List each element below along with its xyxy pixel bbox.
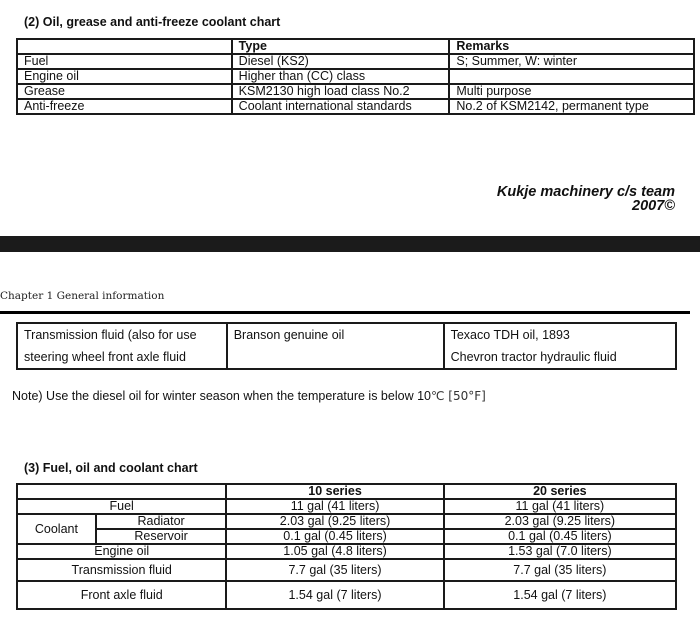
table-row xyxy=(17,581,676,609)
table-row xyxy=(17,544,676,559)
header-item xyxy=(17,484,226,499)
cell-20-series: 2.03 gal (9.25 liters) xyxy=(444,514,676,529)
cell-type: Higher than (CC) class xyxy=(232,69,450,84)
cell-item: Transmission fluid xyxy=(17,559,226,581)
cell-remarks-line2: Chevron tractor hydraulic fluid xyxy=(450,350,617,364)
note-temperature: ℃ [50°F] xyxy=(430,389,486,403)
table-header-row xyxy=(17,39,694,54)
cell-10-series: 11 gal (41 liters) xyxy=(226,499,443,514)
cell-group-coolant: Coolant xyxy=(17,514,96,544)
cell-type: KSM2130 high load class No.2 xyxy=(232,84,450,99)
table-row xyxy=(17,529,676,544)
cell-item: Anti-freeze xyxy=(17,99,232,114)
table-row xyxy=(17,559,676,581)
cell-20-series: 1.54 gal (7 liters) xyxy=(444,581,676,609)
cell-10-series: 2.03 gal (9.25 liters) xyxy=(226,514,443,529)
lubricant-chart-table xyxy=(16,38,695,115)
table-row xyxy=(17,323,676,369)
note-text: Note) Use the diesel oil for winter season when the temperature is below 10 xyxy=(12,389,431,403)
header-rule xyxy=(0,311,690,314)
cell-remarks: S; Summer, W: winter xyxy=(449,54,694,69)
signature-year: 2007© xyxy=(632,198,675,214)
cell-item: Engine oil xyxy=(17,544,226,559)
table-header-row xyxy=(17,484,676,499)
cell-item-line2: steering wheel front axle fluid xyxy=(24,350,186,364)
header-item xyxy=(17,39,232,54)
header-10-series: 10 series xyxy=(226,484,443,499)
cell-10-series: 7.7 gal (35 liters) xyxy=(226,559,443,581)
cell-20-series: 11 gal (41 liters) xyxy=(444,499,676,514)
chapter-header: Chapter 1 General information xyxy=(0,290,165,302)
capacity-chart-table xyxy=(16,483,677,610)
cell-remarks: No.2 of KSM2142, permanent type xyxy=(449,99,694,114)
cell-remarks xyxy=(449,69,694,84)
cell-item xyxy=(17,323,227,369)
cell-subitem: Radiator xyxy=(96,514,227,529)
header-20-series: 20 series xyxy=(444,484,676,499)
cell-remarks: Multi purpose xyxy=(449,84,694,99)
cell-subitem: Reservoir xyxy=(96,529,227,544)
cell-item: Fuel xyxy=(17,54,232,69)
table-row xyxy=(17,99,694,114)
page-break-band xyxy=(0,236,700,252)
cell-10-series: 0.1 gal (0.45 liters) xyxy=(226,529,443,544)
section3-title: (3) Fuel, oil and coolant chart xyxy=(24,461,198,475)
table-row xyxy=(17,514,676,529)
table-row xyxy=(17,499,676,514)
table-row xyxy=(17,54,694,69)
cell-remarks-line1: Texaco TDH oil, 1893 xyxy=(450,328,570,342)
table-row xyxy=(17,84,694,99)
cell-item: Engine oil xyxy=(17,69,232,84)
signature-block xyxy=(497,185,675,213)
cell-item-line1: Transmission fluid (also for use xyxy=(24,328,197,342)
lubricant-chart-continued-table xyxy=(16,322,677,370)
cell-20-series: 0.1 gal (0.45 liters) xyxy=(444,529,676,544)
cell-remarks xyxy=(444,323,676,369)
winter-note xyxy=(12,389,486,403)
cell-item: Front axle fluid xyxy=(17,581,226,609)
cell-type: Branson genuine oil xyxy=(227,323,444,369)
cell-item: Grease xyxy=(17,84,232,99)
header-remarks: Remarks xyxy=(449,39,694,54)
cell-20-series: 1.53 gal (7.0 liters) xyxy=(444,544,676,559)
cell-item: Fuel xyxy=(17,499,226,514)
cell-10-series: 1.54 gal (7 liters) xyxy=(226,581,443,609)
section2-title: (2) Oil, grease and anti-freeze coolant chart xyxy=(24,15,281,29)
cell-10-series: 1.05 gal (4.8 liters) xyxy=(226,544,443,559)
table-row xyxy=(17,69,694,84)
signature-team: Kukje machinery c/s team xyxy=(496,184,675,200)
cell-20-series: 7.7 gal (35 liters) xyxy=(444,559,676,581)
cell-type: Diesel (KS2) xyxy=(232,54,450,69)
cell-type: Coolant international standards xyxy=(232,99,450,114)
header-type: Type xyxy=(232,39,450,54)
